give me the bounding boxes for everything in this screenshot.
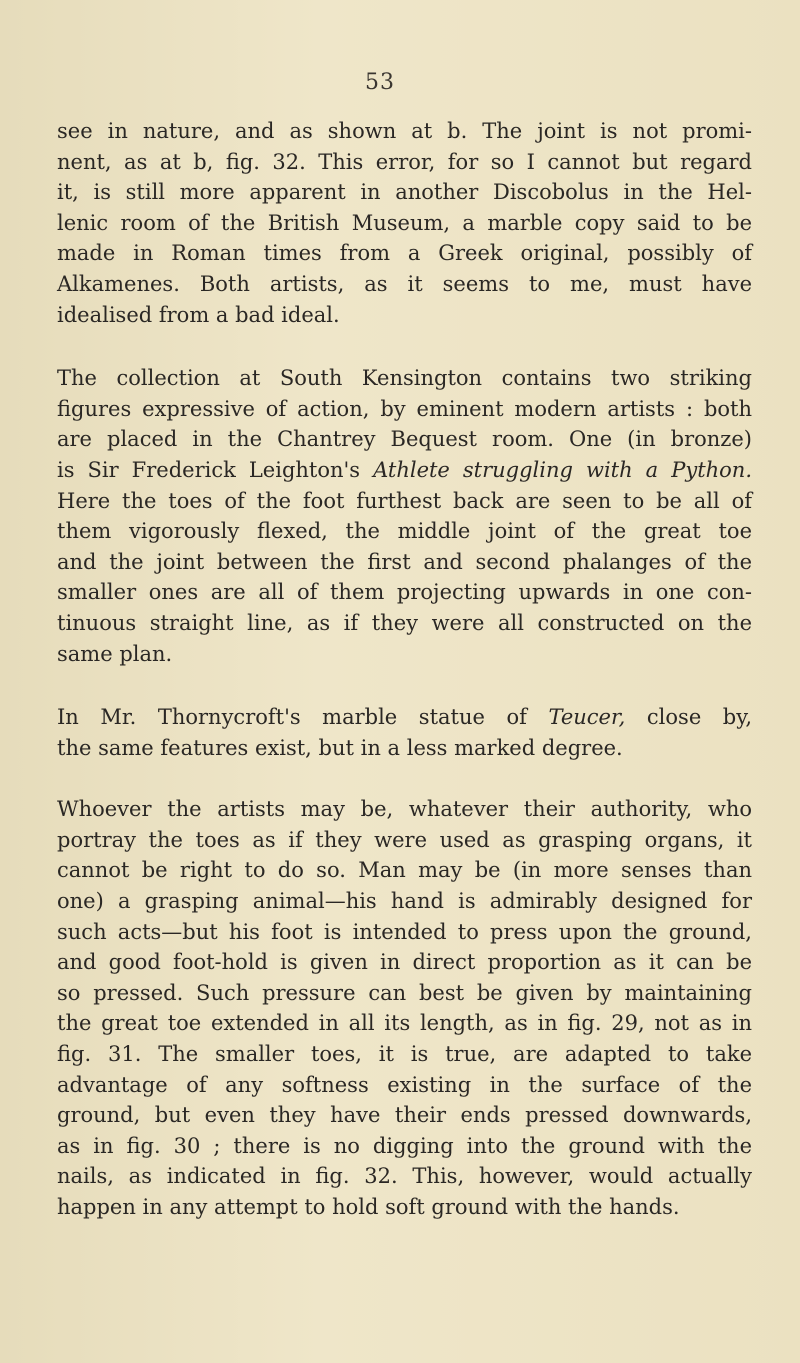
text-line: cannot be right to do so. Man may be (in more senses than <box>57 858 752 883</box>
text-line: lenic room of the British Museum, a marble copy said to be <box>57 210 752 235</box>
text-line: so pressed. Such pressure can best be given by maintaining <box>57 980 752 1005</box>
text-line: tinuous straight line, as if they were all constructed on the <box>57 610 752 635</box>
text-line: nails, as indicated in fig. 32. This, however, would actually <box>57 1164 752 1189</box>
text-line: the great toe extended in all its length, as in fig. 29, not as in <box>57 1011 752 1036</box>
text-line: smaller ones are all of them projecting upwards in one con- <box>57 580 752 605</box>
text-line: and good foot-hold is given in direct proportion as it can be <box>57 950 752 975</box>
text-fragment: close by, <box>625 705 752 730</box>
text-line: nent, as at b, fig. 32. This error, for so I cannot but regard <box>57 149 752 174</box>
artwork-title-teucer: Teucer, <box>548 705 626 730</box>
text-line: Alkamenes. Both artists, as it seems to me, must have <box>57 271 752 296</box>
body-text <box>57 116 752 1250</box>
text-line: the same features exist, but in a less marked degree. <box>57 735 623 760</box>
paragraph-4 <box>57 794 752 1222</box>
text-line: Here the toes of the foot furthest back are seen to be all of <box>57 488 752 513</box>
paragraph-2 <box>57 363 752 669</box>
paragraph-1 <box>57 116 752 330</box>
text-line: idealised from a bad ideal. <box>57 302 340 327</box>
text-line: as in fig. 30 ; there is no digging into the ground with the <box>57 1133 752 1158</box>
text-line: The collection at South Kensington contains two striking <box>57 366 752 391</box>
artwork-title-athlete: Athlete struggling with a Python. <box>373 457 752 482</box>
text-line: same plan. <box>57 641 173 666</box>
text-fragment: is Sir Frederick Leighton's <box>57 457 374 482</box>
text-line: it, is still more apparent in another Discobolus in the Hel- <box>57 180 752 205</box>
text-line: ground, but even they have their ends pressed downwards, <box>57 1103 752 1128</box>
text-line: Whoever the artists may be, whatever their authority, who <box>57 797 752 822</box>
text-line: one) a grasping animal—his hand is admirably designed for <box>57 889 752 914</box>
text-line: advantage of any softness existing in the surface of the <box>57 1072 752 1097</box>
text-line: such acts—but his foot is intended to press upon the ground, <box>57 919 752 944</box>
text-line: and the joint between the first and second phalanges of the <box>57 549 752 574</box>
text-line: see in nature, and as shown at b. The joint is not promi- <box>57 119 752 143</box>
text-line: figures expressive of action, by eminent modern artists : both <box>57 396 752 421</box>
paragraph-3 <box>57 702 752 763</box>
page-number: 53 <box>365 70 395 95</box>
text-line: happen in any attempt to hold soft ground with the hands. <box>57 1195 680 1219</box>
text-line: fig. 31. The smaller toes, it is true, are adapted to take <box>57 1042 752 1067</box>
text-fragment: In Mr. Thornycroft's marble statue of <box>57 705 549 730</box>
text-line: them vigorously flexed, the middle joint of the great toe <box>57 519 752 544</box>
text-line: made in Roman times from a Greek original, possibly of <box>57 241 752 266</box>
text-line: portray the toes as if they were used as grasping organs, it <box>57 827 752 852</box>
text-line-with-title <box>57 455 752 486</box>
text-line: are placed in the Chantrey Bequest room. One (in bronze) <box>57 427 752 452</box>
text-line-with-title <box>57 702 752 733</box>
